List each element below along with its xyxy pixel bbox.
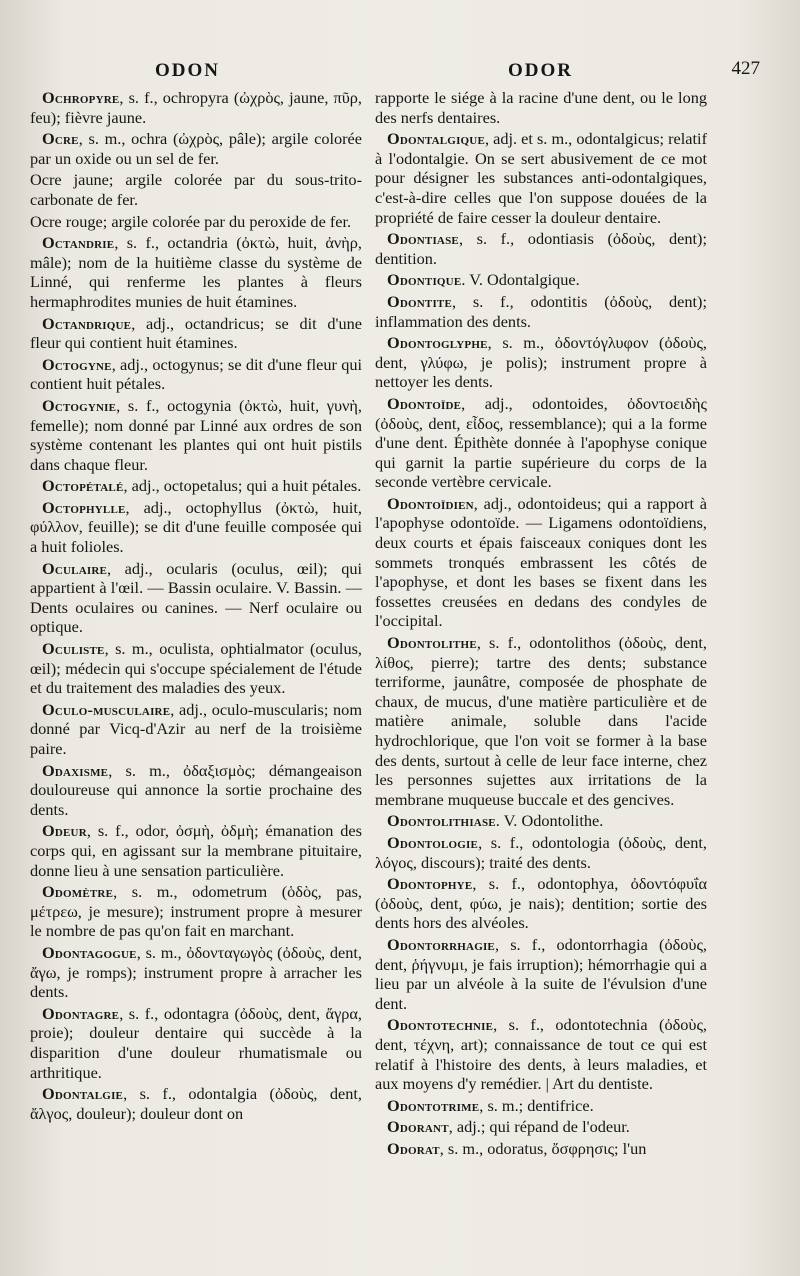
entry-definition: , s. m., oculista, ophtialmator (oculus, œil); médecin qui s'occupe spécialement de l'étude et du traitement des maladies des yeux. [30,639,362,698]
dictionary-entry [30,314,362,353]
dictionary-entry [30,700,362,759]
entry-headword: Oculo-musculaire [42,699,171,719]
entry-headword: Odontoglyphe [387,333,488,353]
page-header [40,60,760,90]
dictionary-entry [375,494,707,631]
dictionary-entry [30,88,362,127]
entry-definition: , adj., odontoides, ὀδοντοειδὴς (ὀδοὺς, dent, εἶδος, ressemblance); qui a la forme d'une dent. Épithète donnée à l'apophyse conique qui garnit la partie supérieure du corps de la seconde vertèbre cervicale. [375,393,707,492]
dictionary-entry [375,833,707,872]
dictionary-entry [30,639,362,698]
dictionary-entry [375,1015,707,1093]
dictionary-entry [30,212,362,232]
entry-headword: Octandrie [42,233,115,253]
dictionary-entry [30,476,362,496]
entry-headword: Odorat [387,1138,440,1158]
entry-headword: Odontotrime [387,1095,480,1115]
dictionary-entry [375,633,707,809]
dictionary-entry [375,394,707,492]
entry-headword: Odontolithe [387,633,477,653]
dictionary-entry [30,821,362,880]
entry-headword: Odontique [387,270,462,290]
right-column [375,88,707,1160]
entry-definition: , s. f., octandria (ὀκτὼ, huit, ἀνὴρ, mâle); nom de la huitième classe du système de Linné, qui renferme les plantes à fleurs hermaphrodites munies de huit étamines. [30,233,362,311]
entry-headword: Odontotechnie [387,1015,494,1035]
entry-definition: , s. f., odontophya, ὀδοντόφυΐα (ὀδοὺς, dent, φύω, je nais); dentition; sortie des dents hors des alvéoles. [375,874,707,933]
dictionary-entry [375,1139,707,1159]
right-running-head: ODOR [508,60,573,81]
entry-headword: Odontoïde [387,393,462,413]
dictionary-entry [375,1096,707,1116]
entry-headword: Ocre [42,129,79,149]
dictionary-entry [375,811,707,831]
entry-definition: , s. f., octogynia (ὀκτὼ, huit, γυνὴ, femelle); nom donné par Linné aux ordres de son système contenant les plantes qui ont huit pistils dans chaque fleur. [30,395,362,474]
dictionary-entry [30,882,362,941]
dictionary-entry [30,233,362,311]
entry-headword: Odontite [387,291,452,311]
entry-definition: , s. f., odontalgia (ὀδοὺς, dent, ἄλγος, douleur); douleur dont on [30,1084,362,1123]
left-column [30,88,362,1125]
entry-definition: , adj., oculo-muscularis; nom donné par Vicq-d'Azir au nerf de la troisième paire. [30,699,362,758]
entry-headword: Octophylle [42,497,126,517]
dictionary-entry [375,292,707,331]
entry-definition: , adj., octopetalus; qui a huit pétales. [123,476,362,496]
entry-definition: , s. m., odometrum (ὁδὸς, pas, μέτρεω, je mesure); instrument propre à mesurer le nombre de pas qu'on fait en marchant. [30,882,362,941]
entry-definition: , adj., octophyllus (ὀκτὼ, huit, φύλλον, feuille); se dit d'une feuille composée qui a huit folioles. [30,497,362,557]
entry-headword: Oculiste [42,639,105,659]
entry-headword: Odontophye [387,874,473,894]
entry-headword: Ochropyre [42,88,120,107]
entry-headword: Odomètre [42,882,114,902]
entry-definition: , s. m., ὀδοντόγλυφον (ὀδοὺς, dent, γλύφω, je polis); instrument propre à nettoyer les dents. [375,333,707,392]
dictionary-entry [30,1084,362,1123]
entry-headword: Odorant [387,1117,449,1137]
entry-headword: Octandrique [42,313,132,333]
entry-headword: Odontolithiase [387,811,496,831]
entry-definition: rapporte le siége à la racine d'une dent, ou le long des nerfs dentaires. [375,88,707,127]
entry-headword: Octogynie [42,395,117,415]
entry-definition: , s. m., odoratus, ὄσφρησις; l'un [439,1138,647,1158]
dictionary-entry [375,935,707,1013]
entry-definition: , s. f., odontiasis (ὀδοὺς, dent); dentition. [375,229,707,268]
entry-headword: Odeur [42,821,87,841]
entry-headword: Odontorrhagie [387,934,495,954]
dictionary-entry [30,396,362,474]
dictionary-entry [375,1117,707,1137]
entry-headword: Odaxisme [42,760,109,780]
entry-definition: , s. f., odontolithos (ὀδοὺς, dent, λίθος, pierre); tartre des dents; substance terriforme, jaunâtre, composée de phosphate de chaux, de mucus, d'une matière particulière et de matière animale, soluble dans l'acide hydrochlorique, que l'on voit se former à la base des dents, surtout à celle de leur face interne, chez les personnes sujettes aux irritations de la membrane muqueuse buccale et des gencives. [375,633,707,809]
entry-definition: Ocre jaune; argile colorée par du sous-trito-carbonate de fer. [30,170,362,209]
entry-definition: , s. f., odontorrhagia (ὀδοὺς, dent, ῥήγνυμι, je fais irruption); hémorrhagie qui a lieu par un alvéole à la suite de l'évulsion d'une dent. [375,934,707,1013]
dictionary-entry [30,559,362,637]
dictionary-entry [30,943,362,1002]
entry-headword: Odontalgie [42,1084,124,1104]
entry-definition: , s. m., ochra (ὠχρὸς, pâle); argile colorée par un oxide ou un sel de fer. [30,129,362,168]
entry-definition: , adj., ocularis (oculus, œil); qui appartient à l'œil. — Bassin oculaire. V. Bassin. — Dents oculaires ou canines. — Nerf oculaire ou optique. [30,558,362,637]
entry-definition: , adj., odontoideus; qui a rapport à l'apophyse odontoïde. — Ligamens odontoïdiens, deux courts et épais faisceaux coniques dont les sommets tronqués embrassent les côtés de l'apophyse, et dont les bases se fixent dans les fossettes creusées en dedans des condyles de l'occipital. [375,493,707,631]
entry-definition: , s. f., odontotechnia (ὀδοὺς, dent, τέχνη, art); connaissance de tout ce qui est relatif à l'histoire des dents, à leurs maladies, et aux moyens d'y remédier. | Art du dentiste. [375,1015,707,1094]
entry-definition: , s. m., ὀδαξισμὸς; démangeaison douloureuse qui annonce la sortie prochaine des dents. [30,760,362,819]
entry-definition: , adj., octogynus; se dit d'une fleur qui contient huit pétales. [30,354,362,394]
entry-definition: , s. f., odontitis (ὀδοὺς, dent); inflammation des dents. [375,291,707,331]
dictionary-entry [30,129,362,168]
dictionary-entry [30,355,362,394]
entry-definition: . V. Odontolithe. [495,811,604,831]
dictionary-entry [375,229,707,268]
dictionary-entry [30,761,362,820]
dictionary-entry [375,333,707,392]
dictionary-entry [30,1004,362,1082]
entry-headword: Odontoïdien [387,493,474,513]
entry-definition: , s. m.; dentifrice. [479,1095,594,1115]
dictionary-entry [375,270,707,290]
entry-headword: Octogyne [42,354,112,374]
entry-definition: , s. f., ochropyra (ὠχρὸς, jaune, πῦρ, feu); fièvre jaune. [30,88,362,127]
entry-definition: , s. m., ὀδονταγωγὸς (ὀδοὺς, dent, ἄγω, je romps); instrument propre à arracher les dents. [30,942,362,1002]
left-running-head: ODON [155,60,220,81]
entry-definition: . V. Odontalgique. [461,270,580,290]
entry-headword: Odontagre [42,1003,120,1023]
entry-definition: , s. f., odontagra (ὀδοὺς, dent, ἄγρα, proie); douleur dentaire qui succède à la disparition d'une douleur rhumatismale ou arthritique. [30,1003,362,1082]
entry-headword: Octopétalé [42,476,124,496]
entry-definition: , adj.; qui répand de l'odeur. [448,1117,630,1137]
entry-definition: Ocre rouge; argile colorée par du peroxide de fer. [30,211,352,231]
dictionary-entry [375,874,707,933]
entry-definition: , s. f., odontologia (ὀδοὺς, dent, λόγος, discours); traité des dents. [375,832,707,872]
entry-headword: Oculaire [42,558,107,578]
entry-headword: Odontagogue [42,942,137,962]
entry-definition: , s. f., odor, ὀσμὴ, ὀδμὴ; émanation des corps qui, en agissant sur la membrane pituitaire, donne lieu à une sensation particulière. [30,821,362,880]
entry-definition: , adj. et s. m., odontalgicus; relatif à l'odontalgie. On se sert abusivement de ce mot pour désigner les substances anti-odontalgiques, c'est-à-dire celles que l'on suppose douées de la propriété de faire cesser la douleur dentaire. [375,129,707,227]
dictionary-entry [375,88,707,127]
dictionary-entry [30,170,362,209]
dictionary-entry [30,498,362,557]
dictionary-entry [375,129,707,227]
entry-headword: Odontiase [387,229,459,249]
entry-headword: Odontalgique [387,129,485,149]
entry-headword: Odontologie [387,832,479,852]
page-number: 427 [731,58,760,79]
entry-definition: , adj., octandricus; se dit d'une fleur qui contient huit étamines. [30,313,362,353]
